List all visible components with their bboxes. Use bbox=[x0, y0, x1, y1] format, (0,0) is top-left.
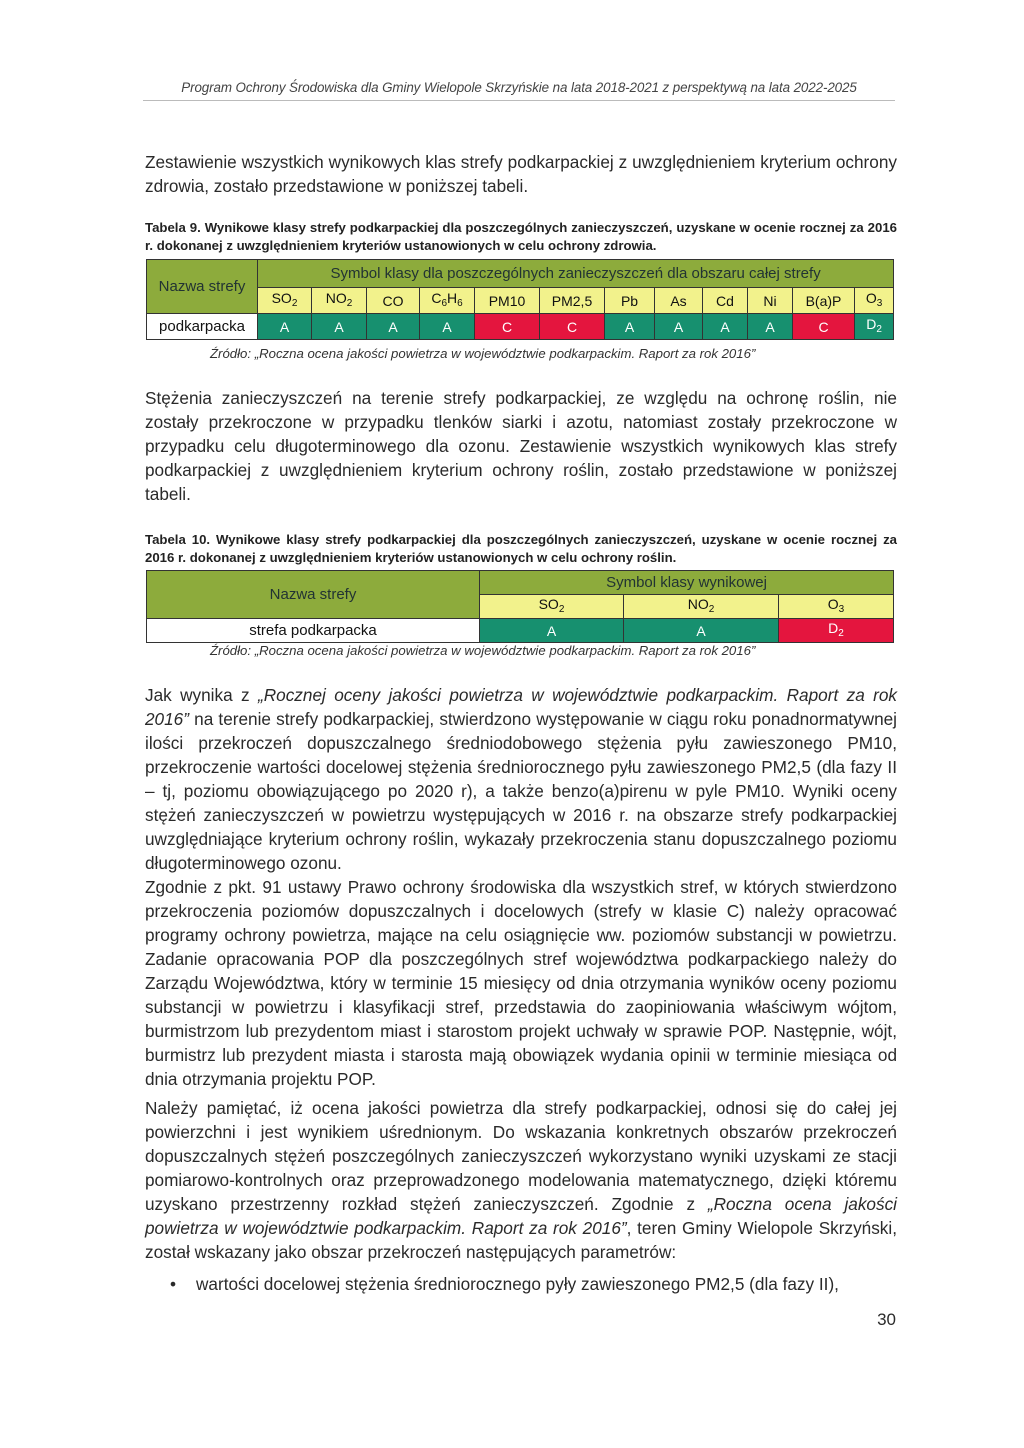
table-row bbox=[147, 619, 894, 643]
class-cell: A bbox=[312, 314, 367, 340]
zone-name: strefa podkarpacka bbox=[147, 619, 480, 643]
class-cell: A bbox=[748, 314, 793, 340]
class-cell: $D_2$ bbox=[779, 619, 894, 643]
class-cell: A bbox=[605, 314, 655, 340]
class-cell: C bbox=[540, 314, 605, 340]
table10 bbox=[146, 570, 894, 643]
col-so2: $SO_2$ bbox=[258, 288, 312, 314]
col-pm10: PM10 bbox=[475, 288, 540, 314]
header-divider bbox=[143, 100, 895, 101]
col-o3: $O_3$ bbox=[779, 595, 894, 619]
table10-caption: Tabela 10. Wynikowe klasy strefy podkarpackiej dla poszczególnych zanieczyszczeń, uzyskane w ocenie rocznej za 2016 r. dokonanej z uwzględnieniem kryteriów ustanowionych w celu ochrony roślin. bbox=[145, 532, 897, 565]
col-o3: $O_3$ bbox=[855, 288, 894, 314]
exceedance-list bbox=[170, 1272, 900, 1296]
findings-paragraph: Jak wynika z „Rocznej oceny jakości powietrza w województwie podkarpackim. Raport za rok 2016” na terenie strefy podkarpackiej, stwierdzono występowanie w ciągu roku ponadnormatywnej ilości przekroczeń dopuszczalnego średniodobowego stężenia pyłu zawieszonego PM10, przekroczenie wartości docelowej stężenia średniorocznego pyłu zawieszonego PM2,5 (dla fazy II – tj, poziomu obowiązującego po 2020 r), a także benzo(a)pirenu w pyle PM10. Wyniki oceny stężeń zanieczyszczeń w powietrzu występujących w 2016 r. na obszarze strefy podkarpackiej uwzględniające kryterium ochrony roślin, wykazały przekroczenia stanu dopuszczalnego poziomu długoterminowego ozonu. bbox=[145, 685, 898, 873]
class-cell: A bbox=[367, 314, 420, 340]
class-cell: A bbox=[655, 314, 703, 340]
col-no2: $NO_2$ bbox=[624, 595, 779, 619]
name-header: Nazwa strefy bbox=[147, 571, 480, 619]
intro-paragraph: Zestawienie wszystkich wynikowych klas strefy podkarpackiej z uwzględnieniem kryterium ochrony zdrowia, zostało przedstawione w poniższej tabeli. bbox=[145, 152, 897, 196]
col-no2: $NO_2$ bbox=[312, 288, 367, 314]
col-so2: $SO_2$ bbox=[480, 595, 624, 619]
table9 bbox=[146, 259, 894, 340]
class-cell: A bbox=[703, 314, 748, 340]
class-cell: A bbox=[420, 314, 475, 340]
class-cell: C bbox=[793, 314, 855, 340]
group-header: Symbol klasy dla poszczególnych zanieczyszczeń dla obszaru całej strefy bbox=[258, 260, 894, 288]
table9-caption: Tabela 9. Wynikowe klasy strefy podkarpackiej dla poszczególnych zanieczyszczeń, uzyskane w ocenie rocznej za 2016 r. dokonanej z uwzględnieniem kryteriów ustanowionych w celu ochrony zdrowia. bbox=[145, 220, 897, 253]
list-item: • wartości docelowej stężenia średniorocznego pyły zawieszonego PM2,5 (dla fazy II), bbox=[170, 1274, 839, 1294]
col-cd: Cd bbox=[703, 288, 748, 314]
col-bap: B(a)P bbox=[793, 288, 855, 314]
class-cell: A bbox=[624, 619, 779, 643]
gmina-paragraph: Należy pamiętać, iż ocena jakości powietrza dla strefy podkarpackiej, odnosi się do całej jej powierzchni i jest wynikiem uśrednionym. Do wskazania konkretnych obszarów przekroczeń dopuszczalnych stężeń poszczególnych zanieczyszczeń wykorzystano wyniki uzyskami ze stacji pomiarowo-kontrolnych oraz przeprowadzonego modelowania matematycznego, dzięki któremu uzyskano przestrzenny rozkład stężeń zanieczyszczeń. Zgodnie z „Roczna ocena jakości powietrza w województwie podkarpackim. Raport za rok 2016”, teren Gminy Wielopole Skrzyński, został wskazany jako obszar przekroczeń następujących parametrów: bbox=[145, 1098, 897, 1262]
col-ni: Ni bbox=[748, 288, 793, 314]
class-cell: $D_2$ bbox=[855, 314, 894, 340]
col-c6h6: $C_6H_6$ bbox=[420, 288, 475, 314]
col-as: As bbox=[655, 288, 703, 314]
pop-paragraph: Zgodnie z pkt. 91 ustawy Prawo ochrony środowiska dla wszystkich stref, w których stwierdzono przekroczenia poziomów dopuszczalnych i docelowych (strefy w klasie C) należy opracować programy ochrony powietrza, mające na celu osiągnięcie ww. poziomów substancji w powietrzu. Zadanie opracowania POP dla poszczególnych stref województwa podkarpackiego należy do Zarządu Województwa, który w terminie 15 miesięcy od dnia otrzymania wyników oceny poziomu substancji w powietrzu i klasyfikacji stref, przedstawia do zaopiniowania właściwym wójtom, burmistrzom lub prezydentom miast i starostom projekt uchwały w sprawie POP. Następnie, wójt, burmistrz lub prezydent miasta i starosta mają obowiązek wydania opinii w terminie miesiąca od dnia otrzymania projektu POP. bbox=[145, 877, 897, 1089]
class-cell: A bbox=[258, 314, 312, 340]
ozone-paragraph: Stężenia zanieczyszczeń na terenie strefy podkarpackiej, ze względu na ochronę roślin, nie zostały przekroczone w przypadku tlenków siarki i azotu, natomiast zostały przekroczone w przypadku celu długoterminowego dla ozonu. Zestawienie wszystkich wynikowych klas strefy podkarpackiej z uwzględnieniem kryterium ochrony roślin, zostało przedstawione w poniższej tabeli. bbox=[145, 388, 897, 504]
col-pb: Pb bbox=[605, 288, 655, 314]
name-header: Nazwa strefy bbox=[147, 260, 258, 314]
class-cell: A bbox=[480, 619, 624, 643]
table10-source: Źródło: „Roczna ocena jakości powietrza w województwie podkarpackim. Raport za rok 2016” bbox=[210, 643, 756, 658]
table-row bbox=[147, 314, 894, 340]
page-number: 30 bbox=[877, 1310, 896, 1329]
running-header: Program Ochrony Środowiska dla Gminy Wielopole Skrzyńskie na lata 2018-2021 z perspektywą na lata 2022-2025 bbox=[181, 80, 857, 95]
col-co: CO bbox=[367, 288, 420, 314]
group-header: Symbol klasy wynikowej bbox=[480, 571, 894, 595]
col-pm25: PM2,5 bbox=[540, 288, 605, 314]
bullet-icon: • bbox=[170, 1274, 177, 1294]
table9-source: Źródło: „Roczna ocena jakości powietrza w województwie podkarpackim. Raport za rok 2016” bbox=[210, 346, 756, 361]
class-cell: C bbox=[475, 314, 540, 340]
zone-name: podkarpacka bbox=[147, 314, 258, 340]
